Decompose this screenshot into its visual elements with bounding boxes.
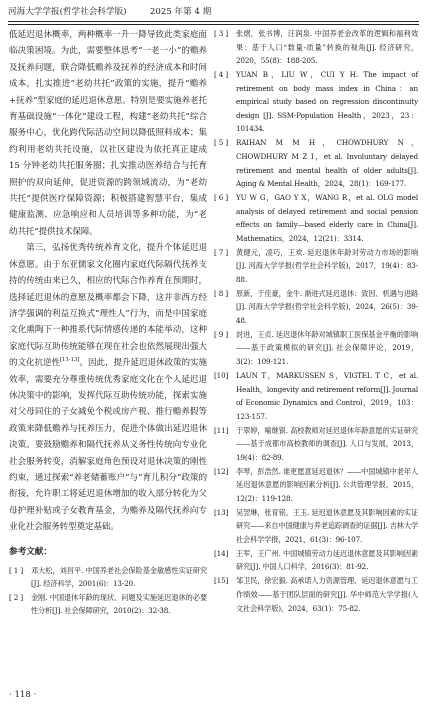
reference-text: 黄健元，凌巧，王欢. 延迟退休年龄对劳动力市场的影响[J]. 河海大学学报(哲学社会科学版)，2017，19(4)：83-88. bbox=[236, 247, 418, 284]
reference-entry bbox=[9, 564, 207, 591]
reference-entry bbox=[214, 506, 418, 547]
reference-text: 李琴，彭浩然. 谁更愿意延迟退休？——中国城镇中老年人延迟退休意愿的影响因素分析[J]. 公共管理学报，2015，12(2)：119-128. bbox=[236, 466, 418, 503]
reference-text: YUAN B，LIU W，CUI Y H. The impact of retirement on body mass index in China：an empirical study based on regression discontinuity design [J]. SSM-Population Health，2023，23：101434. bbox=[236, 70, 418, 134]
reference-number: [12] bbox=[214, 466, 229, 476]
right-column bbox=[214, 27, 418, 615]
reference-entry bbox=[214, 547, 418, 574]
reference-entry bbox=[214, 369, 418, 423]
header-rule-thin bbox=[8, 24, 419, 25]
journal-name: 河海大学学报(哲学社会科学版) bbox=[8, 7, 127, 17]
references-heading: 参考文献： bbox=[9, 546, 52, 557]
reference-text: RAIHAN M M H，CHOWDHURY N，CHOWDHURY M Z I，et al. Involuntary delayed retirement and mental health of older adults[J]. Aging & Mental Health，2024，28(1)：169-177. bbox=[236, 138, 418, 189]
reference-number: [ 4 ] bbox=[214, 70, 229, 80]
reference-text: 王军，王广州. 中国城镇劳动力延迟退休意愿及其影响因素研究[J]. 中国人口科学，2016(3)：81-92. bbox=[236, 548, 418, 572]
reference-entry bbox=[9, 591, 207, 618]
reference-text: 原新，于佳豪，金牛. 渐进式延迟退休：致因、机遇与进路[J]. 河海大学学报(哲学社会科学版)，2024，26(5)：39-48. bbox=[236, 288, 418, 325]
reference-text: 于翠婷，喻继银. 高校教师对延迟退休年龄意愿的实证研究——基于成都市高校教师的调查[J]. 人口与发展，2013，19(4)：82-89. bbox=[236, 425, 418, 462]
header-rule bbox=[8, 21, 419, 22]
left-column bbox=[9, 27, 207, 618]
reference-text: 吴翌琳，张育铭，王玉. 延迟退休意愿及其影响因素的实证研究——来自中国健康与养老追踪调查的证据[J]. 吉林大学社会科学学报，2021，61(3)：96-107. bbox=[236, 507, 418, 544]
reference-number: [11] bbox=[214, 425, 229, 435]
reference-number: [10] bbox=[214, 370, 229, 380]
reference-list-right bbox=[214, 27, 418, 615]
reference-entry bbox=[214, 136, 418, 190]
reference-text: 张熠，张书博，汪润泉. 中国养老金改革的逻辑和福利效果：基于人口“数量-质量”转换的视角[J]. 经济研究，2020，55(8)：188-205. bbox=[236, 29, 418, 66]
reference-entry bbox=[214, 328, 418, 369]
reference-text: 邹卫民，徐宏毅. 高承诺人力资源管理、延迟退休意愿与工作绩效——基于团队层面的研究[J]. 华中师范大学学报(人文社会科学版)，2024，63(1)：75-82. bbox=[236, 576, 418, 613]
reference-entry bbox=[214, 287, 418, 328]
reference-number: [ 7 ] bbox=[214, 247, 229, 257]
reference-number: [ 1 ] bbox=[9, 565, 24, 575]
body-paragraph: 低延迟退休概率，两种概率一升一降导致此类家庭面临决策困境。为此，需要整体思考“一老一小”的赡养及抚养问题，联合降低赡养及抚养的经济成本和时间成本，扎实推进“老幼共托”政策的实施，提升“赡养+抚养”型家庭的延迟退休意愿。特别是要实施养老托育基础设施“一体化”建设工程，构建“老幼共托”综合服务中心，优化跨代际活动空间以降低照料成本；集约利用老幼共托设施，以社区建设为依托真正建成 15 分钟老幼共托服务圈；扎实推动医养结合与托育照护的双向延伸，促进资源的跨领域流动，为“老幼共托”提供医疗保障资源；积极搭建智慧平台，集成健康监测、应急响应和人员培训等多种功能，为“老幼共托”提供技术保障。 bbox=[9, 30, 207, 237]
reference-number: [ 5 ] bbox=[214, 138, 229, 148]
reference-number: [15] bbox=[214, 576, 229, 586]
running-header bbox=[8, 5, 419, 19]
reference-entry bbox=[214, 246, 418, 287]
reference-text: 封进，王贞. 延迟退休年龄对城镇职工医保基金平衡的影响——基于政策模拟的研究[J]. 社会保障评论，2019，3(2)：109-121. bbox=[236, 329, 418, 367]
reference-list-left bbox=[9, 564, 207, 618]
reference-entry bbox=[214, 27, 418, 68]
reference-text: 金刚. 中国退休年龄的现状、问题及实施延迟退休的必要性分析[J]. 社会保障研究，2010(2)：32-38. bbox=[31, 592, 207, 616]
reference-entry bbox=[214, 191, 418, 245]
reference-text: LAUN T，MARKUSSEN S，VIGTEL T C，et al. Health，longevity and retirement reform[J]. Journal of Economic Dynamics and Control，2019，103：123-157. bbox=[236, 370, 418, 421]
reference-entry bbox=[214, 68, 418, 136]
reference-number: [ 8 ] bbox=[214, 288, 229, 298]
page-number: · 118 · bbox=[9, 690, 37, 700]
reference-number: [ 6 ] bbox=[214, 193, 229, 203]
reference-entry bbox=[214, 574, 418, 615]
reference-number: [ 3 ] bbox=[214, 29, 229, 38]
reference-text: 邓大松，刘昌平. 中国养老社会保险基金敏感性实证研究[J]. 经济科学，2001(6)：13-20. bbox=[31, 565, 207, 589]
issue-label: 2025 年第 4 期 bbox=[149, 7, 212, 17]
reference-number: [14] bbox=[214, 548, 229, 558]
reference-entry bbox=[214, 465, 418, 506]
reference-number: [ 2 ] bbox=[9, 592, 24, 602]
reference-entry bbox=[214, 424, 418, 465]
reference-text: YU W G，GAO Y X，WANG R，et al. OLG model analysis of delayed retirement and social pension effects on family—based elderly care in China[J]. Mathematics，2024，12(21)：3314. bbox=[236, 193, 418, 243]
citation-marker: [11-13] bbox=[60, 357, 80, 364]
body-paragraph: 第三，弘扬优秀传统养育文化，提升个体延迟退休意愿。由于东亚儒家文化圈内家庭代际隔代抚养支持的传统由来已久，相应的代际合作养育在预期时，选择延迟退休的意愿及概率都会下降，这并非西方经济学强调的利益互换式“理性人”行为，而是中国家庭文化熏陶下一种推系代际情感传递的本能举动，这种家庭代际互助传统能够在现在社会也依然展现出强大的文化抗逆性[11-13]。因此，提升延迟退休政策的实施效率，需要充分尊重传统优秀家庭文化在个人延迟退休决策中的影响，发挥代际互助传统功能，探索实施对父母同住的子女减免个税或房产税、推行赡养假等政策来降低赡养与抚养压力，促进个体做出延迟退休决策。要鼓励赡养和隔代抚养从义务性传统向专业化社会服务转变，消解家庭角色预设对退休决策的刚性约束，通过探索“养老储蓄账户”与“育儿积分”政策的衔接，允许职工将延迟退休增加的收入部分转化为父母护理补贴或子女教育基金，为赡养及隔代抚养向专业化社会服务转型奠定基础。 bbox=[9, 243, 207, 533]
reference-number: [ 9 ] bbox=[214, 329, 229, 339]
reference-number: [13] bbox=[214, 507, 229, 517]
